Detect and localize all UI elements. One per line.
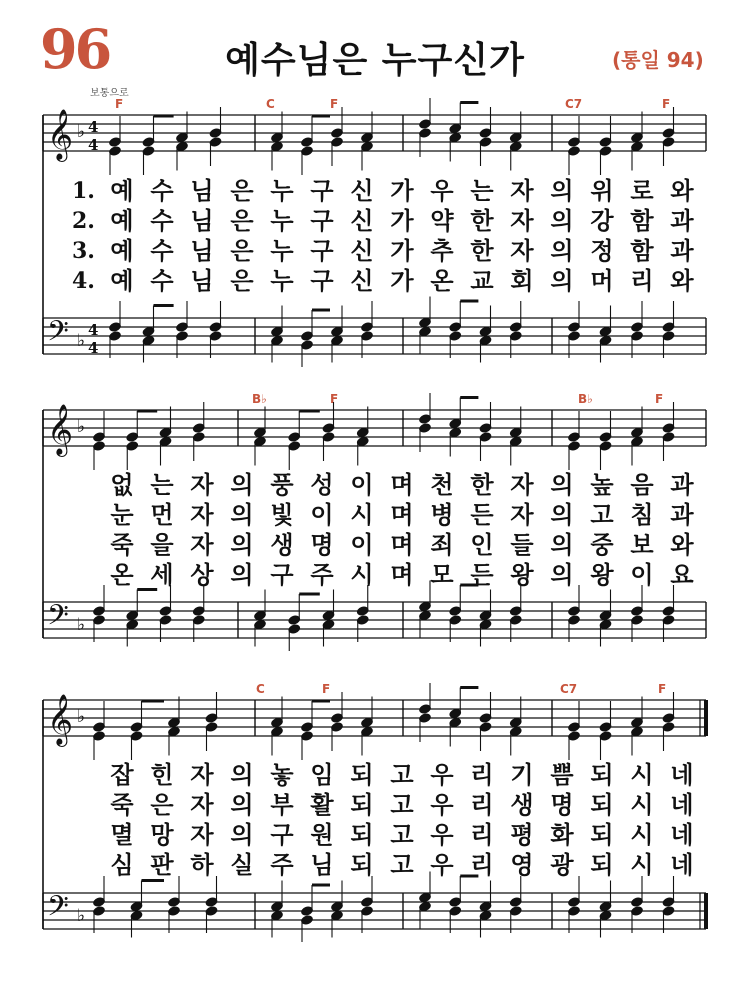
lyric-syllable: 빛 <box>270 501 294 529</box>
lyric-syllable: 보 <box>630 531 654 559</box>
lyric-syllable: 은 <box>230 177 254 205</box>
lyric-syllable: 왕 <box>510 561 534 589</box>
lyric-syllable: 든 <box>470 561 494 589</box>
lyric-syllable: 되 <box>590 791 614 819</box>
verse-number: 4. <box>72 268 95 294</box>
lyric-syllable: 고 <box>590 501 614 529</box>
chord-symbol: F <box>655 392 664 406</box>
chord-symbol: F <box>322 682 331 696</box>
lyric-syllable: 눈 <box>110 501 134 529</box>
lyric-syllable: 는 <box>470 177 494 205</box>
lyric-syllable: 되 <box>590 761 614 789</box>
chord-symbol: B♭ <box>252 392 267 406</box>
lyric-syllable: 수 <box>150 267 174 295</box>
chord-symbol: F <box>658 682 667 696</box>
lyric-syllable: 기 <box>510 761 534 789</box>
lyric-syllable: 구 <box>310 207 334 235</box>
lyric-syllable: 을 <box>150 531 174 559</box>
lyric-syllable: 풍 <box>270 471 294 499</box>
lyric-syllable: 회 <box>510 267 534 295</box>
lyric-syllable: 생 <box>510 791 534 819</box>
lyric-syllable: 가 <box>390 207 414 235</box>
lyric-syllable: 의 <box>550 177 574 205</box>
flat-icon: ♭ <box>77 615 86 635</box>
lyric-syllable: 고 <box>390 761 414 789</box>
lyric-syllable: 한 <box>470 237 494 265</box>
lyric-syllable: 죄 <box>430 531 454 559</box>
lyric-syllable: 멸 <box>110 821 134 849</box>
verse-number: 3. <box>72 238 95 264</box>
lyric-syllable: 함 <box>630 207 654 235</box>
lyric-syllable: 먼 <box>150 501 174 529</box>
lyric-syllable: 의 <box>550 471 574 499</box>
lyric-syllable: 이 <box>630 561 654 589</box>
lyric-syllable: 시 <box>350 561 374 589</box>
lyric-syllable: 모 <box>430 561 454 589</box>
flat-icon: ♭ <box>77 417 86 437</box>
lyric-syllable: 한 <box>470 471 494 499</box>
lyric-syllable: 약 <box>430 207 454 235</box>
lyric-syllable: 우 <box>430 177 454 205</box>
lyric-syllable: 누 <box>270 237 294 265</box>
lyric-syllable: 와 <box>670 177 694 205</box>
bass-clef-icon: 𝄢 <box>47 315 69 355</box>
chord-symbol: F <box>115 97 124 111</box>
lyric-line <box>0 790 750 820</box>
lyric-syllable: 중 <box>590 531 614 559</box>
lyric-syllable: 네 <box>670 821 694 849</box>
lyric-syllable: 은 <box>150 791 174 819</box>
chord-symbol: F <box>330 97 339 111</box>
lyric-syllable: 시 <box>630 821 654 849</box>
verse-number: 2. <box>72 208 95 234</box>
lyric-syllable: 님 <box>190 267 214 295</box>
lyric-syllable: 든 <box>470 501 494 529</box>
lyric-syllable: 위 <box>590 177 614 205</box>
lyric-syllable: 자 <box>190 501 214 529</box>
lyric-syllable: 자 <box>190 791 214 819</box>
lyric-syllable: 리 <box>630 267 654 295</box>
lyric-syllable: 자 <box>510 237 534 265</box>
flat-icon: ♭ <box>77 707 86 727</box>
lyric-syllable: 의 <box>550 501 574 529</box>
lyric-syllable: 왕 <box>590 561 614 589</box>
lyric-syllable: 활 <box>310 791 334 819</box>
chord-symbol: F <box>662 97 671 111</box>
lyric-syllable: 과 <box>670 471 694 499</box>
lyric-syllable: 머 <box>590 267 614 295</box>
lyric-syllable: 잡 <box>110 761 134 789</box>
lyric-syllable: 강 <box>590 207 614 235</box>
lyric-syllable: 는 <box>150 471 174 499</box>
lyric-syllable: 고 <box>390 791 414 819</box>
lyric-syllable: 힌 <box>150 761 174 789</box>
lyric-syllable: 생 <box>270 531 294 559</box>
lyric-syllable: 의 <box>230 821 254 849</box>
lyric-syllable: 상 <box>190 561 214 589</box>
lyric-syllable: 구 <box>270 821 294 849</box>
lyric-syllable: 추 <box>430 237 454 265</box>
lyric-syllable: 시 <box>630 761 654 789</box>
lyric-syllable: 님 <box>190 207 214 235</box>
lyric-syllable: 주 <box>310 561 334 589</box>
lyric-syllable: 명 <box>310 531 334 559</box>
lyric-syllable: 고 <box>390 821 414 849</box>
lyric-syllable: 신 <box>350 177 374 205</box>
lyric-syllable: 은 <box>230 267 254 295</box>
lyric-syllable: 의 <box>550 531 574 559</box>
lyric-syllable: 과 <box>670 237 694 265</box>
lyric-syllable: 의 <box>230 761 254 789</box>
lyric-syllable: 리 <box>470 851 494 879</box>
lyric-syllable: 수 <box>150 237 174 265</box>
flat-icon: ♭ <box>77 331 86 351</box>
lyric-syllable: 며 <box>390 501 414 529</box>
lyric-syllable: 되 <box>590 821 614 849</box>
lyric-syllable: 인 <box>470 531 494 559</box>
chord-symbol: C7 <box>560 682 578 696</box>
lyric-syllable: 고 <box>390 851 414 879</box>
tempo-marking: 보통으로 <box>90 88 129 99</box>
lyric-syllable: 예 <box>110 207 134 235</box>
lyric-syllable: 구 <box>310 267 334 295</box>
lyric-syllable: 요 <box>670 561 694 589</box>
lyric-syllable: 화 <box>550 821 574 849</box>
chord-symbol: B♭ <box>578 392 593 406</box>
lyric-syllable: 온 <box>110 561 134 589</box>
verse-number: 1. <box>72 178 95 204</box>
lyric-syllable: 의 <box>230 791 254 819</box>
lyric-syllable: 리 <box>470 791 494 819</box>
lyric-syllable: 죽 <box>110 791 134 819</box>
lyric-line <box>0 850 750 880</box>
lyric-syllable: 가 <box>390 267 414 295</box>
treble-clef-icon: 𝄞 <box>47 404 74 455</box>
lyric-syllable: 자 <box>510 207 534 235</box>
lyric-syllable: 의 <box>550 207 574 235</box>
chord-symbol: C <box>266 97 275 111</box>
lyric-syllable: 시 <box>630 791 654 819</box>
lyric-syllable: 과 <box>670 501 694 529</box>
hymn-title: 예수님은 누구신가 <box>225 40 525 81</box>
lyric-syllable: 의 <box>550 561 574 589</box>
lyric-syllable: 영 <box>510 851 534 879</box>
lyric-syllable: 자 <box>190 821 214 849</box>
lyric-syllable: 음 <box>630 471 654 499</box>
lyric-syllable: 자 <box>510 501 534 529</box>
lyric-syllable: 네 <box>670 761 694 789</box>
hymn-number: 96 <box>40 17 110 81</box>
chord-symbol: C7 <box>565 97 583 111</box>
time-signature-bottom: 4 <box>88 339 99 357</box>
lyric-syllable: 광 <box>550 851 574 879</box>
time-signature-top: 4 <box>88 118 99 136</box>
lyric-syllable: 구 <box>310 237 334 265</box>
lyric-syllable: 시 <box>630 851 654 879</box>
lyric-syllable: 부 <box>270 791 294 819</box>
lyric-syllable: 심 <box>110 851 134 879</box>
lyric-syllable: 은 <box>230 207 254 235</box>
lyric-syllable: 실 <box>230 851 254 879</box>
lyric-syllable: 우 <box>430 851 454 879</box>
lyric-syllable: 우 <box>430 821 454 849</box>
time-signature-bottom: 4 <box>88 136 99 154</box>
lyric-syllable: 되 <box>350 851 374 879</box>
lyric-syllable: 병 <box>430 501 454 529</box>
lyric-syllable: 우 <box>430 791 454 819</box>
lyric-syllable: 자 <box>190 761 214 789</box>
lyric-syllable: 천 <box>430 471 454 499</box>
lyric-syllable: 누 <box>270 177 294 205</box>
lyric-syllable: 평 <box>510 821 534 849</box>
lyric-syllable: 은 <box>230 237 254 265</box>
lyric-syllable: 누 <box>270 207 294 235</box>
lyric-syllable: 주 <box>270 851 294 879</box>
lyric-syllable: 와 <box>670 267 694 295</box>
lyric-syllable: 이 <box>350 471 374 499</box>
lyric-syllable: 며 <box>390 531 414 559</box>
lyric-syllable: 네 <box>670 851 694 879</box>
lyric-syllable: 가 <box>390 237 414 265</box>
lyric-syllable: 자 <box>510 471 534 499</box>
lyric-syllable: 되 <box>350 821 374 849</box>
lyric-syllable: 침 <box>630 501 654 529</box>
lyric-syllable: 님 <box>190 237 214 265</box>
flat-icon: ♭ <box>77 906 86 926</box>
lyric-line <box>0 760 750 790</box>
lyric-syllable: 되 <box>350 761 374 789</box>
lyric-syllable: 리 <box>470 821 494 849</box>
lyric-syllable: 되 <box>590 851 614 879</box>
chord-symbol: F <box>330 392 339 406</box>
lyric-syllable: 되 <box>350 791 374 819</box>
lyric-syllable: 구 <box>270 561 294 589</box>
lyric-syllable: 온 <box>430 267 454 295</box>
chord-symbol: C <box>256 682 265 696</box>
lyric-syllable: 신 <box>350 207 374 235</box>
lyric-syllable: 의 <box>230 501 254 529</box>
lyric-syllable: 함 <box>630 237 654 265</box>
lyric-syllable: 높 <box>590 471 614 499</box>
lyric-syllable: 자 <box>190 471 214 499</box>
lyric-syllable: 구 <box>310 177 334 205</box>
lyric-syllable: 리 <box>470 761 494 789</box>
lyric-syllable: 로 <box>630 177 654 205</box>
flat-icon: ♭ <box>77 122 86 142</box>
lyric-syllable: 우 <box>430 761 454 789</box>
lyric-syllable: 의 <box>230 561 254 589</box>
lyric-syllable: 와 <box>670 531 694 559</box>
lyric-syllable: 네 <box>670 791 694 819</box>
lyric-syllable: 예 <box>110 177 134 205</box>
lyric-syllable: 님 <box>310 851 334 879</box>
lyric-syllable: 판 <box>150 851 174 879</box>
lyric-syllable: 신 <box>350 267 374 295</box>
lyric-syllable: 명 <box>550 791 574 819</box>
lyric-syllable: 의 <box>550 267 574 295</box>
lyric-syllable: 성 <box>310 471 334 499</box>
lyric-syllable: 며 <box>390 561 414 589</box>
lyric-syllable: 수 <box>150 177 174 205</box>
lyric-syllable: 이 <box>310 501 334 529</box>
lyric-syllable: 원 <box>310 821 334 849</box>
lyric-syllable: 수 <box>150 207 174 235</box>
treble-clef-icon: 𝄞 <box>47 694 74 745</box>
lyric-syllable: 없 <box>110 471 134 499</box>
lyric-syllable: 하 <box>190 851 214 879</box>
treble-clef-icon: 𝄞 <box>47 109 74 160</box>
time-signature-top: 4 <box>88 321 99 339</box>
lyric-syllable: 의 <box>230 471 254 499</box>
lyric-syllable: 들 <box>510 531 534 559</box>
lyric-syllable: 교 <box>470 267 494 295</box>
lyric-syllable: 정 <box>590 237 614 265</box>
lyric-syllable: 시 <box>350 501 374 529</box>
lyric-syllable: 세 <box>150 561 174 589</box>
lyric-syllable: 예 <box>110 237 134 265</box>
lyric-syllable: 망 <box>150 821 174 849</box>
lyric-syllable: 누 <box>270 267 294 295</box>
lyric-syllable: 자 <box>510 177 534 205</box>
lyric-syllable: 의 <box>550 237 574 265</box>
lyric-syllable: 가 <box>390 177 414 205</box>
lyric-syllable: 신 <box>350 237 374 265</box>
lyric-syllable: 며 <box>390 471 414 499</box>
unified-hymnal-number: (통일 94) <box>612 48 704 72</box>
lyric-syllable: 쁨 <box>550 761 574 789</box>
lyric-syllable: 의 <box>230 531 254 559</box>
bass-clef-icon: 𝄢 <box>47 599 69 639</box>
lyric-syllable: 님 <box>190 177 214 205</box>
lyric-syllable: 이 <box>350 531 374 559</box>
lyric-syllable: 한 <box>470 207 494 235</box>
lyric-syllable: 놓 <box>270 761 294 789</box>
lyric-syllable: 예 <box>110 267 134 295</box>
bass-clef-icon: 𝄢 <box>47 890 69 930</box>
lyric-syllable: 과 <box>670 207 694 235</box>
lyric-syllable: 죽 <box>110 531 134 559</box>
lyric-syllable: 자 <box>190 531 214 559</box>
lyric-syllable: 임 <box>310 761 334 789</box>
lyric-line <box>0 820 750 850</box>
